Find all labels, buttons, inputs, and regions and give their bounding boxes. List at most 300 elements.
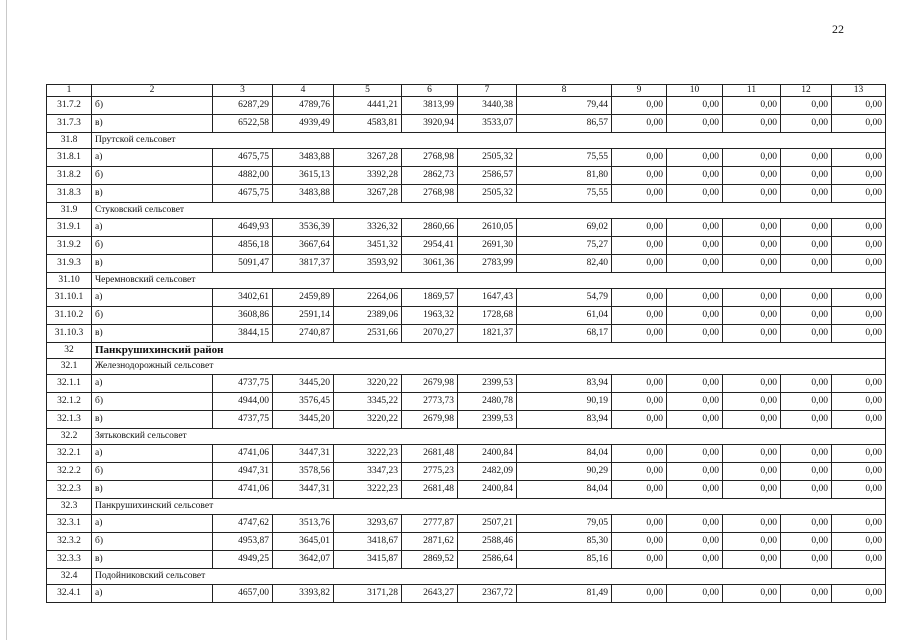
value-cell: 3402,61 bbox=[213, 289, 273, 307]
value-cell: 6522,58 bbox=[213, 115, 273, 133]
value-cell: 84,04 bbox=[517, 445, 612, 463]
value-cell: 3222,23 bbox=[334, 445, 402, 463]
value-cell: 2399,53 bbox=[458, 411, 517, 429]
value-cell: 3445,20 bbox=[273, 411, 334, 429]
value-cell: 0,00 bbox=[781, 325, 832, 343]
value-cell: 0,00 bbox=[612, 325, 667, 343]
value-cell: 0,00 bbox=[832, 445, 886, 463]
table-row bbox=[47, 219, 886, 237]
value-cell: 0,00 bbox=[723, 515, 781, 533]
value-cell: 0,00 bbox=[832, 375, 886, 393]
value-cell: 0,00 bbox=[781, 375, 832, 393]
value-cell: 2681,48 bbox=[402, 445, 458, 463]
row-label: б) bbox=[92, 237, 213, 255]
value-cell: 0,00 bbox=[832, 393, 886, 411]
value-cell: 90,19 bbox=[517, 393, 612, 411]
row-code: 32.3.2 bbox=[47, 533, 92, 551]
table-row bbox=[47, 325, 886, 343]
value-cell: 2768,98 bbox=[402, 185, 458, 203]
value-cell: 4949,25 bbox=[213, 551, 273, 569]
value-cell: 79,05 bbox=[517, 515, 612, 533]
value-cell: 2482,09 bbox=[458, 463, 517, 481]
value-cell: 0,00 bbox=[612, 533, 667, 551]
value-cell: 3483,88 bbox=[273, 149, 334, 167]
value-cell: 4944,00 bbox=[213, 393, 273, 411]
value-cell: 0,00 bbox=[723, 185, 781, 203]
row-label: б) bbox=[92, 533, 213, 551]
value-cell: 0,00 bbox=[612, 185, 667, 203]
value-cell: 0,00 bbox=[612, 393, 667, 411]
value-cell: 2768,98 bbox=[402, 149, 458, 167]
row-label: б) bbox=[92, 393, 213, 411]
value-cell: 3645,01 bbox=[273, 533, 334, 551]
section-title: Стуковский сельсовет bbox=[92, 203, 886, 219]
table-row bbox=[47, 149, 886, 167]
value-cell: 0,00 bbox=[723, 255, 781, 273]
value-cell: 1869,57 bbox=[402, 289, 458, 307]
value-cell: 4649,93 bbox=[213, 219, 273, 237]
value-cell: 0,00 bbox=[781, 167, 832, 185]
value-cell: 3326,32 bbox=[334, 219, 402, 237]
value-cell: 2264,06 bbox=[334, 289, 402, 307]
column-header: 8 bbox=[517, 85, 612, 97]
value-cell: 0,00 bbox=[781, 219, 832, 237]
value-cell: 0,00 bbox=[612, 375, 667, 393]
value-cell: 0,00 bbox=[723, 411, 781, 429]
value-cell: 3447,31 bbox=[273, 481, 334, 499]
column-header: 3 bbox=[213, 85, 273, 97]
value-cell: 0,00 bbox=[723, 533, 781, 551]
value-cell: 0,00 bbox=[723, 393, 781, 411]
value-cell: 81,80 bbox=[517, 167, 612, 185]
value-cell: 2871,62 bbox=[402, 533, 458, 551]
value-cell: 0,00 bbox=[667, 393, 723, 411]
value-cell: 4882,00 bbox=[213, 167, 273, 185]
value-cell: 0,00 bbox=[667, 185, 723, 203]
value-cell: 3642,07 bbox=[273, 551, 334, 569]
value-cell: 3817,37 bbox=[273, 255, 334, 273]
value-cell: 90,29 bbox=[517, 463, 612, 481]
value-cell: 3220,22 bbox=[334, 411, 402, 429]
value-cell: 0,00 bbox=[667, 481, 723, 499]
value-cell: 0,00 bbox=[667, 375, 723, 393]
value-cell: 0,00 bbox=[832, 411, 886, 429]
value-cell: 85,30 bbox=[517, 533, 612, 551]
section-code: 32 bbox=[47, 343, 92, 359]
table-row bbox=[47, 115, 886, 133]
value-cell: 75,55 bbox=[517, 185, 612, 203]
value-cell: 2740,87 bbox=[273, 325, 334, 343]
table-row bbox=[47, 307, 886, 325]
value-cell: 0,00 bbox=[667, 255, 723, 273]
value-cell: 81,49 bbox=[517, 585, 612, 603]
row-label: а) bbox=[92, 585, 213, 603]
value-cell: 0,00 bbox=[723, 115, 781, 133]
value-cell: 3578,56 bbox=[273, 463, 334, 481]
value-cell: 0,00 bbox=[667, 97, 723, 115]
section-row bbox=[47, 359, 886, 375]
value-cell: 68,17 bbox=[517, 325, 612, 343]
value-cell: 2610,05 bbox=[458, 219, 517, 237]
value-cell: 0,00 bbox=[612, 255, 667, 273]
value-cell: 0,00 bbox=[832, 463, 886, 481]
value-cell: 69,02 bbox=[517, 219, 612, 237]
value-cell: 3220,22 bbox=[334, 375, 402, 393]
value-cell: 3347,23 bbox=[334, 463, 402, 481]
value-cell: 0,00 bbox=[612, 237, 667, 255]
region-title: Панкрушихинский район bbox=[92, 343, 886, 359]
value-cell: 2691,30 bbox=[458, 237, 517, 255]
value-cell: 0,00 bbox=[781, 149, 832, 167]
value-cell: 0,00 bbox=[832, 219, 886, 237]
value-cell: 0,00 bbox=[612, 411, 667, 429]
value-cell: 0,00 bbox=[612, 481, 667, 499]
value-cell: 75,27 bbox=[517, 237, 612, 255]
section-title: Подойниковский сельсовет bbox=[92, 569, 886, 585]
table-row bbox=[47, 481, 886, 499]
row-label: б) bbox=[92, 167, 213, 185]
section-row bbox=[47, 203, 886, 219]
row-code: 32.2.1 bbox=[47, 445, 92, 463]
value-cell: 4675,75 bbox=[213, 149, 273, 167]
value-cell: 0,00 bbox=[667, 463, 723, 481]
section-code: 32.4 bbox=[47, 569, 92, 585]
value-cell: 3447,31 bbox=[273, 445, 334, 463]
column-header: 11 bbox=[723, 85, 781, 97]
value-cell: 0,00 bbox=[612, 307, 667, 325]
table-row bbox=[47, 97, 886, 115]
value-cell: 0,00 bbox=[667, 585, 723, 603]
value-cell: 82,40 bbox=[517, 255, 612, 273]
value-cell: 1647,43 bbox=[458, 289, 517, 307]
value-cell: 0,00 bbox=[781, 289, 832, 307]
value-cell: 0,00 bbox=[612, 149, 667, 167]
value-cell: 3608,86 bbox=[213, 307, 273, 325]
value-cell: 0,00 bbox=[723, 307, 781, 325]
row-code: 31.9.1 bbox=[47, 219, 92, 237]
value-cell: 0,00 bbox=[781, 445, 832, 463]
page-margin-line bbox=[6, 0, 7, 640]
value-cell: 0,00 bbox=[723, 445, 781, 463]
value-cell: 0,00 bbox=[723, 375, 781, 393]
value-cell: 0,00 bbox=[667, 411, 723, 429]
value-cell: 0,00 bbox=[781, 551, 832, 569]
value-cell: 2531,66 bbox=[334, 325, 402, 343]
value-cell: 3576,45 bbox=[273, 393, 334, 411]
value-cell: 0,00 bbox=[781, 411, 832, 429]
value-cell: 4747,62 bbox=[213, 515, 273, 533]
value-cell: 4741,06 bbox=[213, 445, 273, 463]
table-row bbox=[47, 289, 886, 307]
column-header: 13 bbox=[832, 85, 886, 97]
row-code: 32.1.3 bbox=[47, 411, 92, 429]
value-cell: 2643,27 bbox=[402, 585, 458, 603]
value-cell: 3533,07 bbox=[458, 115, 517, 133]
value-cell: 0,00 bbox=[781, 185, 832, 203]
value-cell: 2679,98 bbox=[402, 375, 458, 393]
value-cell: 0,00 bbox=[723, 97, 781, 115]
table-row bbox=[47, 255, 886, 273]
value-cell: 0,00 bbox=[832, 97, 886, 115]
section-title: Панкрушихинский сельсовет bbox=[92, 499, 886, 515]
column-header: 4 bbox=[273, 85, 334, 97]
section-code: 31.10 bbox=[47, 273, 92, 289]
value-cell: 2480,78 bbox=[458, 393, 517, 411]
value-cell: 79,44 bbox=[517, 97, 612, 115]
value-cell: 4953,87 bbox=[213, 533, 273, 551]
value-cell: 3267,28 bbox=[334, 149, 402, 167]
row-code: 31.7.3 bbox=[47, 115, 92, 133]
section-row bbox=[47, 569, 886, 585]
value-cell: 0,00 bbox=[667, 289, 723, 307]
value-cell: 2586,57 bbox=[458, 167, 517, 185]
value-cell: 4737,75 bbox=[213, 375, 273, 393]
section-code: 31.9 bbox=[47, 203, 92, 219]
value-cell: 3392,28 bbox=[334, 167, 402, 185]
value-cell: 0,00 bbox=[832, 237, 886, 255]
value-cell: 3345,22 bbox=[334, 393, 402, 411]
row-code: 31.7.2 bbox=[47, 97, 92, 115]
value-cell: 3844,15 bbox=[213, 325, 273, 343]
value-cell: 0,00 bbox=[667, 115, 723, 133]
value-cell: 2681,48 bbox=[402, 481, 458, 499]
value-cell: 1728,68 bbox=[458, 307, 517, 325]
value-cell: 0,00 bbox=[723, 463, 781, 481]
value-cell: 3418,67 bbox=[334, 533, 402, 551]
value-cell: 2591,14 bbox=[273, 307, 334, 325]
value-cell: 0,00 bbox=[667, 219, 723, 237]
column-header: 10 bbox=[667, 85, 723, 97]
value-cell: 0,00 bbox=[723, 237, 781, 255]
table-row bbox=[47, 375, 886, 393]
value-cell: 0,00 bbox=[832, 185, 886, 203]
value-cell: 2505,32 bbox=[458, 149, 517, 167]
value-cell: 2586,64 bbox=[458, 551, 517, 569]
value-cell: 2507,21 bbox=[458, 515, 517, 533]
table-row bbox=[47, 551, 886, 569]
value-cell: 0,00 bbox=[832, 551, 886, 569]
value-cell: 2400,84 bbox=[458, 481, 517, 499]
value-cell: 0,00 bbox=[612, 219, 667, 237]
value-cell: 0,00 bbox=[781, 255, 832, 273]
row-label: а) bbox=[92, 289, 213, 307]
value-cell: 0,00 bbox=[612, 551, 667, 569]
value-cell: 0,00 bbox=[667, 237, 723, 255]
table-row bbox=[47, 167, 886, 185]
column-header: 5 bbox=[334, 85, 402, 97]
row-label: в) bbox=[92, 411, 213, 429]
value-cell: 3222,23 bbox=[334, 481, 402, 499]
value-cell: 0,00 bbox=[612, 167, 667, 185]
table-row bbox=[47, 463, 886, 481]
value-cell: 0,00 bbox=[832, 115, 886, 133]
value-cell: 0,00 bbox=[832, 533, 886, 551]
value-cell: 0,00 bbox=[612, 115, 667, 133]
value-cell: 2775,23 bbox=[402, 463, 458, 481]
value-cell: 4939,49 bbox=[273, 115, 334, 133]
value-cell: 3451,32 bbox=[334, 237, 402, 255]
value-cell: 75,55 bbox=[517, 149, 612, 167]
value-cell: 83,94 bbox=[517, 375, 612, 393]
value-cell: 0,00 bbox=[832, 481, 886, 499]
value-cell: 4856,18 bbox=[213, 237, 273, 255]
table-row bbox=[47, 237, 886, 255]
section-row bbox=[47, 499, 886, 515]
value-cell: 0,00 bbox=[612, 515, 667, 533]
value-cell: 0,00 bbox=[612, 289, 667, 307]
value-cell: 3920,94 bbox=[402, 115, 458, 133]
row-code: 31.8.2 bbox=[47, 167, 92, 185]
value-cell: 4789,76 bbox=[273, 97, 334, 115]
table-row bbox=[47, 585, 886, 603]
value-cell: 3393,82 bbox=[273, 585, 334, 603]
value-cell: 0,00 bbox=[832, 149, 886, 167]
row-code: 31.10.2 bbox=[47, 307, 92, 325]
value-cell: 61,04 bbox=[517, 307, 612, 325]
value-cell: 0,00 bbox=[723, 149, 781, 167]
row-label: а) bbox=[92, 515, 213, 533]
row-code: 32.1.1 bbox=[47, 375, 92, 393]
value-cell: 0,00 bbox=[781, 307, 832, 325]
value-cell: 0,00 bbox=[781, 463, 832, 481]
value-cell: 0,00 bbox=[667, 515, 723, 533]
column-header: 7 bbox=[458, 85, 517, 97]
column-header: 1 bbox=[47, 85, 92, 97]
row-code: 32.2.3 bbox=[47, 481, 92, 499]
value-cell: 2954,41 bbox=[402, 237, 458, 255]
column-header: 6 bbox=[402, 85, 458, 97]
value-cell: 1963,32 bbox=[402, 307, 458, 325]
value-cell: 2588,46 bbox=[458, 533, 517, 551]
value-cell: 2773,73 bbox=[402, 393, 458, 411]
table-row bbox=[47, 185, 886, 203]
value-cell: 0,00 bbox=[781, 237, 832, 255]
value-cell: 0,00 bbox=[781, 533, 832, 551]
value-cell: 5091,47 bbox=[213, 255, 273, 273]
value-cell: 2860,66 bbox=[402, 219, 458, 237]
value-cell: 0,00 bbox=[667, 551, 723, 569]
value-cell: 3667,64 bbox=[273, 237, 334, 255]
value-cell: 0,00 bbox=[723, 585, 781, 603]
row-label: в) bbox=[92, 255, 213, 273]
section-code: 32.1 bbox=[47, 359, 92, 375]
value-cell: 2679,98 bbox=[402, 411, 458, 429]
section-code: 31.8 bbox=[47, 133, 92, 149]
row-code: 31.10.1 bbox=[47, 289, 92, 307]
row-label: в) bbox=[92, 551, 213, 569]
row-label: в) bbox=[92, 185, 213, 203]
row-code: 32.4.1 bbox=[47, 585, 92, 603]
table-row bbox=[47, 515, 886, 533]
value-cell: 2505,32 bbox=[458, 185, 517, 203]
value-cell: 0,00 bbox=[667, 533, 723, 551]
value-cell: 3267,28 bbox=[334, 185, 402, 203]
value-cell: 0,00 bbox=[667, 307, 723, 325]
value-cell: 83,94 bbox=[517, 411, 612, 429]
value-cell: 0,00 bbox=[832, 325, 886, 343]
value-cell: 2777,87 bbox=[402, 515, 458, 533]
value-cell: 0,00 bbox=[723, 325, 781, 343]
value-cell: 84,04 bbox=[517, 481, 612, 499]
section-title: Железнодорожный сельсовет bbox=[92, 359, 886, 375]
value-cell: 54,79 bbox=[517, 289, 612, 307]
value-cell: 0,00 bbox=[723, 551, 781, 569]
section-title: Черемновский сельсовет bbox=[92, 273, 886, 289]
value-cell: 0,00 bbox=[667, 149, 723, 167]
value-cell: 0,00 bbox=[612, 585, 667, 603]
value-cell: 0,00 bbox=[612, 97, 667, 115]
value-cell: 2862,73 bbox=[402, 167, 458, 185]
column-header: 12 bbox=[781, 85, 832, 97]
value-cell: 0,00 bbox=[612, 445, 667, 463]
value-cell: 3061,36 bbox=[402, 255, 458, 273]
table-body bbox=[47, 85, 886, 603]
value-cell: 0,00 bbox=[781, 97, 832, 115]
value-cell: 2367,72 bbox=[458, 585, 517, 603]
value-cell: 3483,88 bbox=[273, 185, 334, 203]
page-number: 22 bbox=[832, 22, 844, 36]
value-cell: 86,57 bbox=[517, 115, 612, 133]
value-cell: 2869,52 bbox=[402, 551, 458, 569]
section-code: 32.3 bbox=[47, 499, 92, 515]
value-cell: 2070,27 bbox=[402, 325, 458, 343]
value-cell: 3440,38 bbox=[458, 97, 517, 115]
value-cell: 0,00 bbox=[832, 585, 886, 603]
value-cell: 3415,87 bbox=[334, 551, 402, 569]
row-label: б) bbox=[92, 97, 213, 115]
section-title: Зятьковский сельсовет bbox=[92, 429, 886, 445]
value-cell: 2399,53 bbox=[458, 375, 517, 393]
row-code: 31.10.3 bbox=[47, 325, 92, 343]
value-cell: 0,00 bbox=[781, 515, 832, 533]
table-row bbox=[47, 533, 886, 551]
value-cell: 3293,67 bbox=[334, 515, 402, 533]
value-cell: 2783,99 bbox=[458, 255, 517, 273]
section-row bbox=[47, 133, 886, 149]
row-code: 32.3.1 bbox=[47, 515, 92, 533]
value-cell: 6287,29 bbox=[213, 97, 273, 115]
value-cell: 0,00 bbox=[667, 445, 723, 463]
value-cell: 0,00 bbox=[781, 393, 832, 411]
row-label: а) bbox=[92, 375, 213, 393]
row-code: 31.9.2 bbox=[47, 237, 92, 255]
row-code: 31.8.3 bbox=[47, 185, 92, 203]
value-cell: 3171,28 bbox=[334, 585, 402, 603]
value-cell: 0,00 bbox=[667, 325, 723, 343]
value-cell: 4657,00 bbox=[213, 585, 273, 603]
value-cell: 4441,21 bbox=[334, 97, 402, 115]
section-title: Прутской сельсовет bbox=[92, 133, 886, 149]
data-table bbox=[46, 84, 886, 603]
value-cell: 3536,39 bbox=[273, 219, 334, 237]
value-cell: 4675,75 bbox=[213, 185, 273, 203]
value-cell: 0,00 bbox=[723, 219, 781, 237]
value-cell: 0,00 bbox=[832, 255, 886, 273]
value-cell: 0,00 bbox=[723, 481, 781, 499]
region-row bbox=[47, 343, 886, 359]
row-code: 31.9.3 bbox=[47, 255, 92, 273]
row-label: в) bbox=[92, 325, 213, 343]
value-cell: 2459,89 bbox=[273, 289, 334, 307]
row-code: 32.2.2 bbox=[47, 463, 92, 481]
value-cell: 0,00 bbox=[723, 289, 781, 307]
value-cell: 3593,92 bbox=[334, 255, 402, 273]
row-label: а) bbox=[92, 149, 213, 167]
value-cell: 0,00 bbox=[781, 481, 832, 499]
value-cell: 3445,20 bbox=[273, 375, 334, 393]
value-cell: 0,00 bbox=[781, 585, 832, 603]
row-code: 31.8.1 bbox=[47, 149, 92, 167]
